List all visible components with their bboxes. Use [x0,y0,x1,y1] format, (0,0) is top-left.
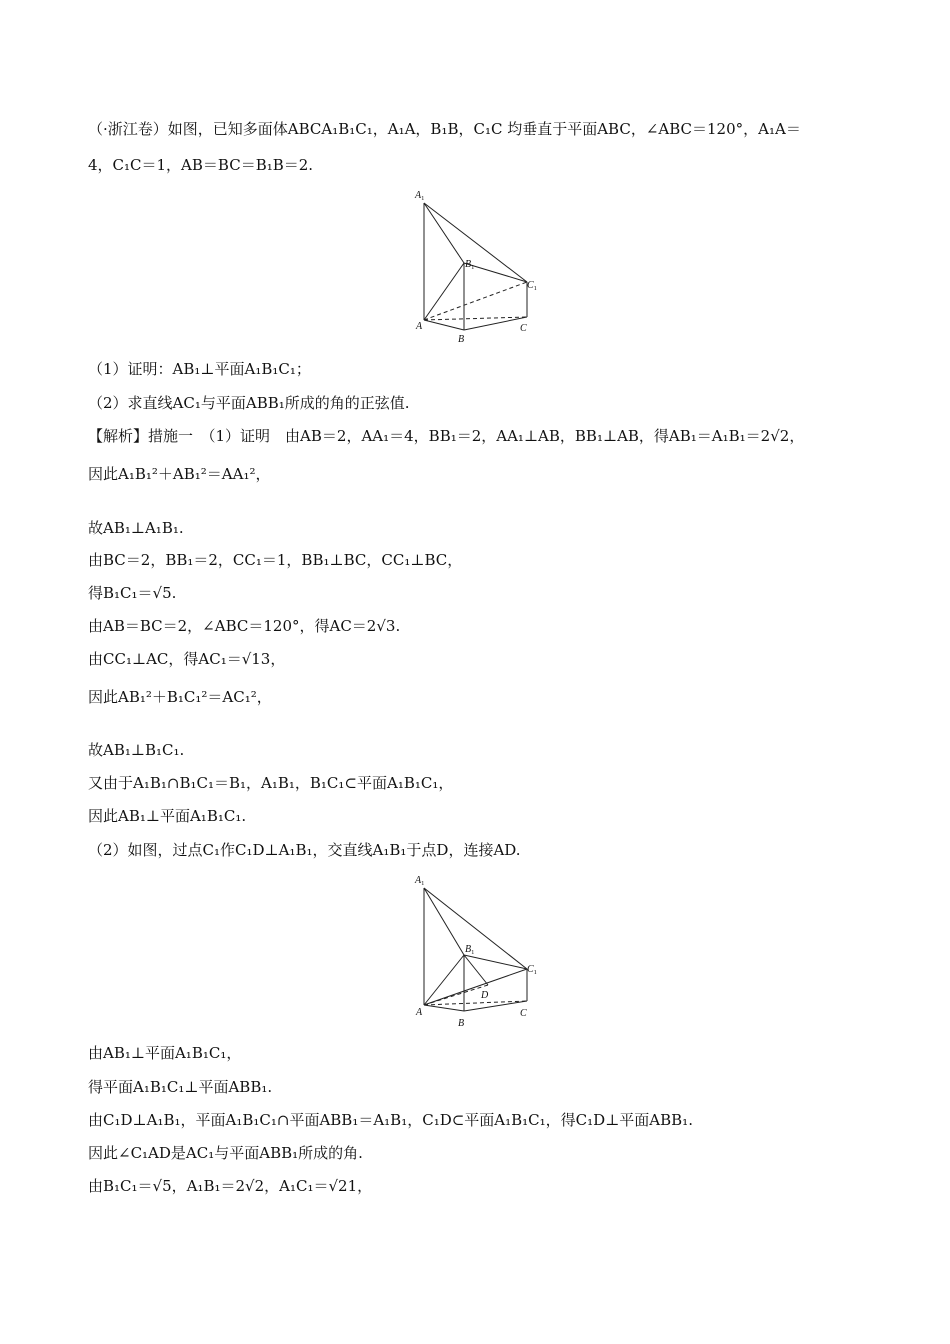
label-c: C [520,323,527,334]
solution-line: 由CC₁⊥AC，得AC₁＝√13， [88,650,286,668]
solution-line: 由C₁D⊥A₁B₁，平面A₁B₁C₁∩平面ABB₁＝A₁B₁，C₁D⊂平面A₁B₁C₁，得C₁D⊥平面ABB₁. [88,1111,693,1129]
solution-line: 由B₁C₁＝√5，A₁B₁＝2√2，A₁C₁＝√21， [88,1177,373,1195]
label-c1: $C_1$ [527,964,537,976]
solution-line: 因此∠C₁AD是AC₁与平面ABB₁所成的角. [88,1144,363,1162]
label-a: A [416,1007,423,1018]
solution-line: 又由于A₁B₁∩B₁C₁＝B₁，A₁B₁，B₁C₁⊂平面A₁B₁C₁， [88,774,454,792]
solution-line: 得B₁C₁＝√5. [88,584,177,602]
solution-line: 因此AB₁⊥平面A₁B₁C₁. [88,807,247,825]
question-1: （1）证明：AB₁⊥平面A₁B₁C₁； [88,360,311,378]
label-b1: $B_1$ [465,944,475,956]
label-b: B [458,334,465,345]
solution-line: （2）如图，过点C₁作C₁D⊥A₁B₁，交直线A₁B₁于点D，连接AD. [88,841,521,859]
polyhedron-figure-with-d [408,870,548,1030]
question-2: （2）求直线AC₁与平面ABB₁所成的角的正弦值. [88,394,410,412]
label-c: C [520,1008,527,1019]
solution-line: 故AB₁⊥A₁B₁. [88,519,184,537]
solution-line: 【解析】措施一 （1）证明 由AB＝2，AA₁＝4，BB₁＝2，AA₁⊥AB，BB₁⊥AB，得AB₁＝A₁B₁＝2√2， [88,427,805,445]
label-c1: $C_1$ [527,280,537,292]
solution-line: 由AB₁⊥平面A₁B₁C₁， [88,1044,242,1062]
label-b1: $B_1$ [465,259,475,271]
solution-line: 故AB₁⊥B₁C₁. [88,741,185,759]
solution-line: 由BC＝2，BB₁＝2，CC₁＝1，BB₁⊥BC，CC₁⊥BC， [88,551,463,569]
problem-line-1: （·浙江卷）如图，已知多面体ABCA₁B₁C₁，A₁A，B₁B，C₁C 均垂直于平面ABC，∠ABC＝120°，A₁A＝ [88,120,801,138]
solution-line: 因此AB₁²＋B₁C₁²＝AC₁²， [88,688,272,706]
solution-line: 得平面A₁B₁C₁⊥平面ABB₁. [88,1078,273,1096]
solution-line: 由AB＝BC＝2，∠ABC＝120°，得AC＝2√3. [88,617,401,635]
label-d: D [481,990,489,1001]
label-a1: $A_1$ [415,190,425,202]
polyhedron-figure [408,185,548,345]
problem-line-2: 4，C₁C＝1，AB＝BC＝B₁B＝2. [88,156,314,174]
label-a: A [416,321,423,332]
label-b: B [458,1018,465,1029]
label-a1: $A_1$ [415,875,425,887]
solution-line: 因此A₁B₁²＋AB₁²＝AA₁²， [88,465,271,483]
